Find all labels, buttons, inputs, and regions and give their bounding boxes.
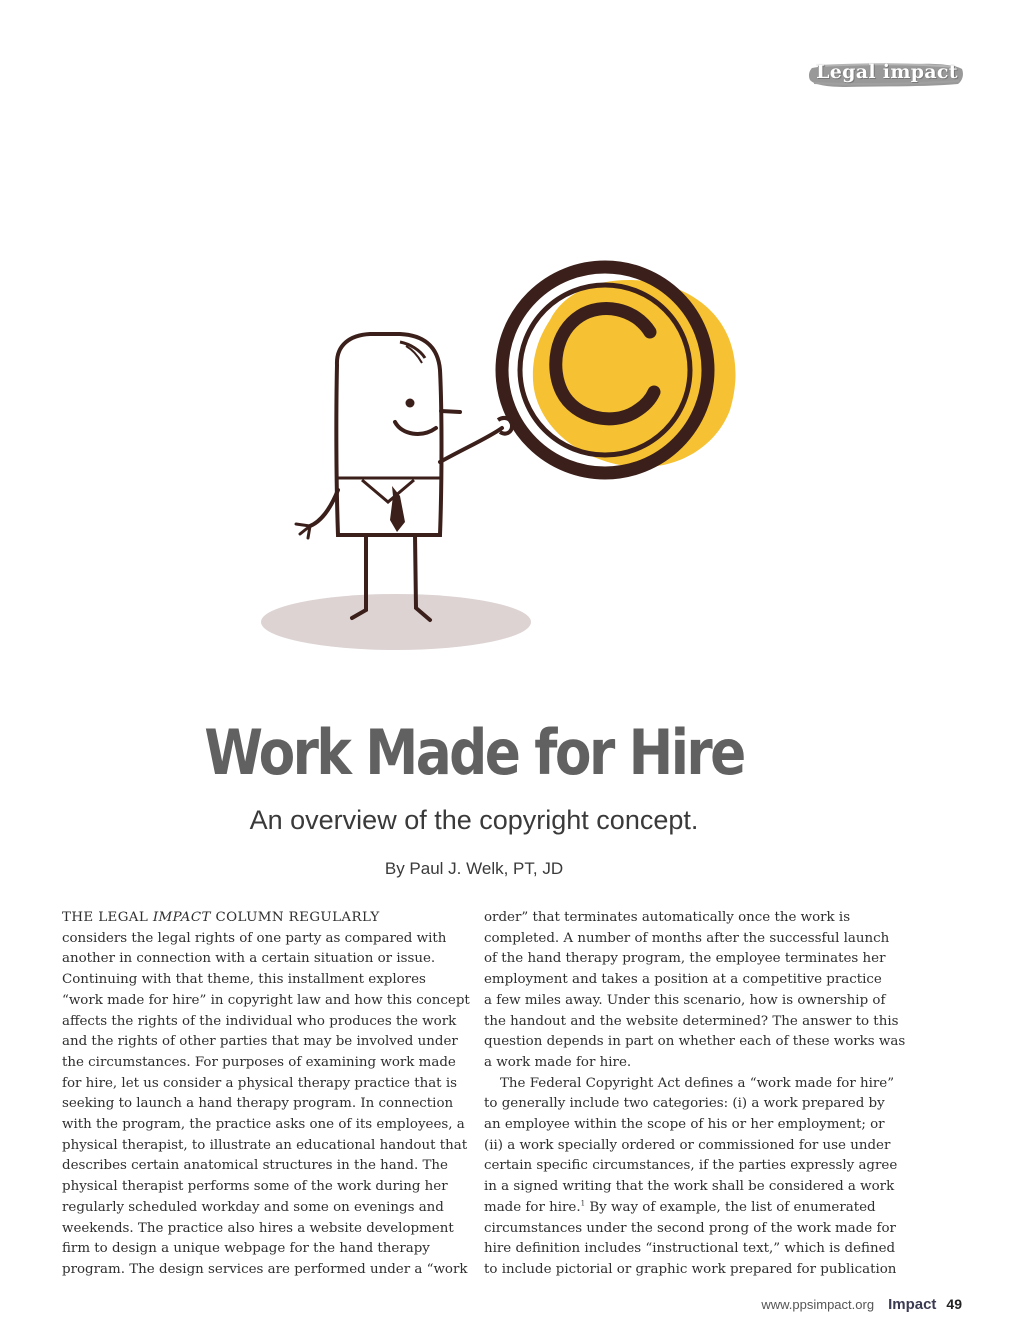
text-line: circumstances under the second prong of the work made for [484,1220,896,1236]
text-line: in a signed writing that the work shall be considered a work [484,1179,895,1195]
lead-italic: IMPACT [152,910,211,925]
text-line: physical therapist performs some of the work during her [62,1179,448,1195]
text-line: with the program, the practice asks one of its employees, a [62,1117,465,1133]
text-line: to include pictorial or graphic work prepared for publication [484,1261,897,1277]
article-byline: By Paul J. Welk, PT, JD [384,859,564,878]
footnote-marker[interactable]: 1 [580,1199,586,1208]
text-line: employment and takes a position at a competitive practice [484,972,882,988]
text-fragment: By way of example, the list of enumerated [585,1199,876,1215]
text-line [484,1198,888,1219]
text-line: Continuing with that theme, this installment explores [62,972,426,988]
text-line: The Federal Copyright Act defines a “work made for hire” [500,1075,895,1091]
lead-line [62,908,466,929]
lead-prefix: THE LEGAL [62,910,153,925]
text-line: hire definition includes “instructional text,” which is defined [484,1241,896,1257]
text-line: completed. A number of months after the successful launch [484,930,890,946]
text-line: order” that terminates automatically once the work is [484,910,851,925]
text-line: to generally include two categories: (i) a work prepared by [484,1096,885,1112]
text-line: for hire, let us consider a physical therapy practice that is [62,1075,457,1091]
article-subtitle: An overview of the copyright concept. [249,805,699,835]
page-number: 49 [946,1296,962,1312]
text-line: certain specific circumstances, if the parties expressly agree [484,1158,898,1174]
lead-suffix: COLUMN REGULARLY [210,910,380,925]
page-footer [600,1296,962,1316]
text-line: and the rights of other parties that may be involved under [62,1034,458,1050]
text-line: an employee within the scope of his or her employment; or [484,1117,885,1133]
text-line: seeking to launch a hand therapy program. In connection [62,1096,454,1112]
text-line: a few miles away. Under this scenario, how is ownership of [484,992,886,1008]
section-tag [806,60,962,88]
text-line: another in connection with a certain situation or issue. [62,951,436,967]
section-tag-label: Legal impact [816,61,958,83]
text-line: the circumstances. For purposes of examining work made [62,1054,456,1070]
text-line: (ii) a work specially ordered or commissioned for use under [484,1137,891,1153]
body-column-left [62,908,470,1281]
text-fragment: made for hire. [484,1199,581,1215]
text-line: question depends in part on whether each of these works was [484,1034,906,1050]
text-line: describes certain anatomical structures in the hand. The [62,1158,448,1174]
text-line: program. The design services are performed under a “work [62,1261,468,1277]
article-title: Work Made for Hire [204,716,744,789]
text-line: regularly scheduled workday and some on evenings and [62,1199,444,1215]
text-line: of the hand therapy program, the employee terminates her [484,951,886,967]
footer-magazine-name: Impact [888,1296,937,1313]
body-column-right [484,908,906,1281]
text-line: firm to design a unique webpage for the hand therapy [62,1241,430,1257]
text-line: “work made for hire” in copyright law and how this concept [62,992,470,1008]
text-line: physical therapist, to illustrate an educational handout that [62,1137,468,1153]
footer-url-link[interactable]: www.ppsimpact.org [761,1297,875,1312]
cartoon-man-holding-copyright-icon [250,250,750,660]
text-line: considers the legal rights of one party as compared with [62,930,447,946]
text-line: the handout and the website determined? The answer to this [484,1013,899,1029]
text-line: affects the rights of the individual who produces the work [62,1013,457,1029]
text-line: a work made for hire. [484,1054,632,1070]
text-line: weekends. The practice also hires a website development [62,1220,454,1236]
copyright-illustration [250,250,750,660]
